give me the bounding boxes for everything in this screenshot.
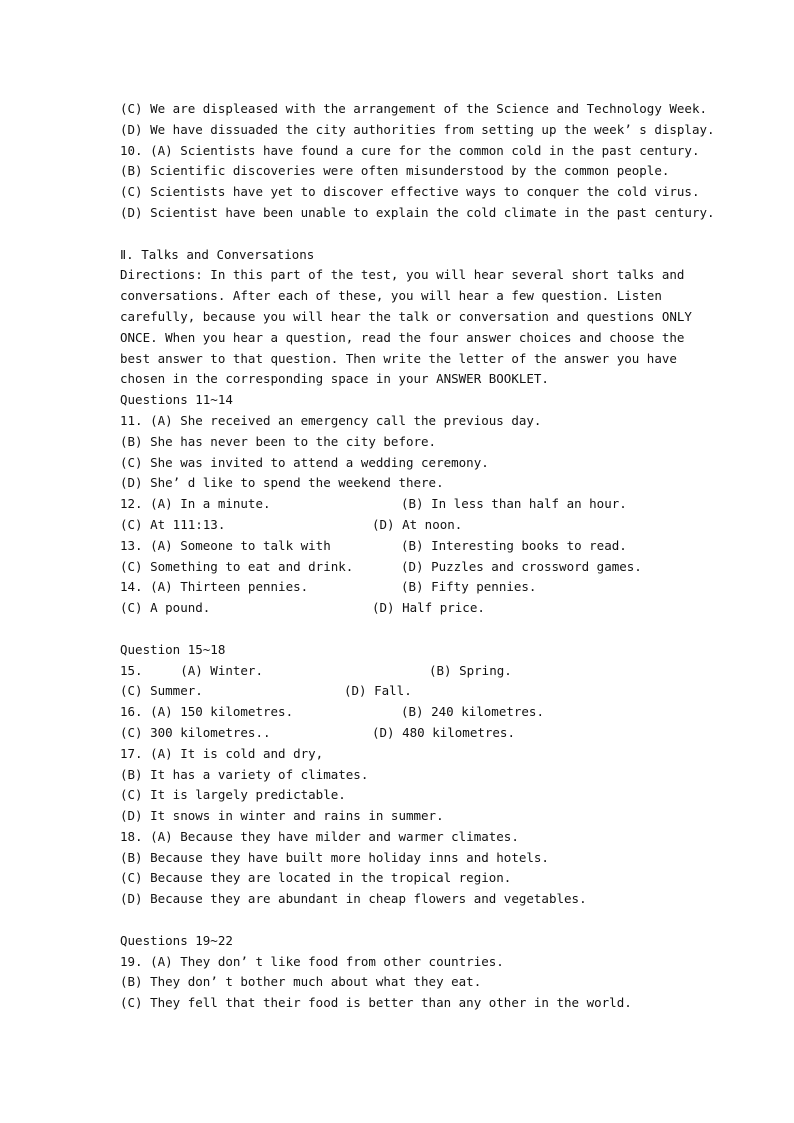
answer-choice-right: (B) Fifty pennies. [401,579,537,595]
answer-choice-left: 16. (A) 150 kilometres. [120,704,294,720]
answer-choice-pair [120,577,720,598]
text-line: (B) It has a variety of climates. [120,766,369,782]
text-line: Ⅱ. Talks and Conversations [120,246,315,262]
answer-choice-pair [120,515,720,536]
text-line: 18. (A) Because they have milder and warmer climates. [120,828,519,844]
text-line: conversations. After each of these, you will hear a few question. Listen [120,288,662,304]
text-line: Questions 11~14 [120,392,233,408]
text-line: carefully, because you will hear the talk or conversation and questions ONLY [120,308,692,324]
text-line: chosen in the corresponding space in your ANSWER BOOKLET. [120,371,549,387]
text-line: (D) She’ d like to spend the weekend there. [120,475,444,491]
text-line: (C) They fell that their food is better than any other in the world. [120,995,632,1011]
text-line: (D) We have dissuaded the city authorities from setting up the week’ s display. [120,121,715,137]
text-line: 19. (A) They don’ t like food from other countries. [120,953,504,969]
exam-page [120,99,720,1014]
answer-choice-left: (C) A pound. [120,600,211,616]
answer-choice-left: (C) 300 kilometres.. [120,724,271,740]
blank-line [120,910,720,931]
blank-line [120,619,720,640]
answer-choice-left: 15. (A) Winter. [120,662,263,678]
text-line: (B) They don’ t bother much about what they eat. [120,974,482,990]
text-line: (B) Scientific discoveries were often misunderstood by the common people. [120,163,670,179]
answer-choice-right: (B) Interesting books to read. [401,537,627,553]
text-line: (C) Because they are located in the tropical region. [120,870,512,886]
answer-choice-right: (D) Half price. [372,600,485,616]
answer-choice-pair [120,494,720,515]
text-line: (B) She has never been to the city before. [120,433,437,449]
text-line: Questions 19~22 [120,932,233,948]
answer-choice-right: (B) Spring. [429,662,512,678]
answer-choice-pair [120,723,720,744]
text-line: (C) Scientists have yet to discover effective ways to conquer the cold virus. [120,184,700,200]
answer-choice-pair [120,681,720,702]
answer-choice-left: (C) At 111:13. [120,516,226,532]
answer-choice-left: (C) Something to eat and drink. [120,558,354,574]
answer-choice-left: (C) Summer. [120,683,203,699]
text-line: 17. (A) It is cold and dry, [120,745,324,761]
text-line: 11. (A) She received an emergency call the previous day. [120,412,542,428]
blank-line [120,224,720,245]
text-line: (D) Scientist have been unable to explain the cold climate in the past century. [120,204,715,220]
answer-choice-pair [120,557,720,578]
answer-choice-right: (B) 240 kilometres. [401,704,544,720]
answer-choice-pair [120,661,720,682]
answer-choice-right: (D) Puzzles and crossword games. [401,558,642,574]
text-line: Question 15~18 [120,641,226,657]
text-line: (C) We are displeased with the arrangement of the Science and Technology Week. [120,101,707,116]
answer-choice-pair [120,536,720,557]
answer-choice-left: 14. (A) Thirteen pennies. [120,579,309,595]
text-line: ONCE. When you hear a question, read the four answer choices and choose the [120,329,685,345]
answer-choice-right: (D) At noon. [372,516,463,532]
text-line: Directions: In this part of the test, you will hear several short talks and [120,267,685,283]
text-line: (D) It snows in winter and rains in summer. [120,808,444,824]
text-line: best answer to that question. Then write the letter of the answer you have [120,350,677,366]
answer-choice-left: 12. (A) In a minute. [120,496,271,512]
text-line: 10. (A) Scientists have found a cure for the common cold in the past century. [120,142,700,158]
text-line: (D) Because they are abundant in cheap flowers and vegetables. [120,891,587,907]
answer-choice-right: (D) Fall. [344,683,412,699]
text-line: (C) It is largely predictable. [120,787,346,803]
text-line: (B) Because they have built more holiday inns and hotels. [120,849,549,865]
answer-choice-right: (B) In less than half an hour. [401,496,627,512]
answer-choice-left: 13. (A) Someone to talk with [120,537,331,553]
text-line: (C) She was invited to attend a wedding ceremony. [120,454,489,470]
answer-choice-pair [120,598,720,619]
answer-choice-right: (D) 480 kilometres. [372,724,515,740]
answer-choice-pair [120,702,720,723]
